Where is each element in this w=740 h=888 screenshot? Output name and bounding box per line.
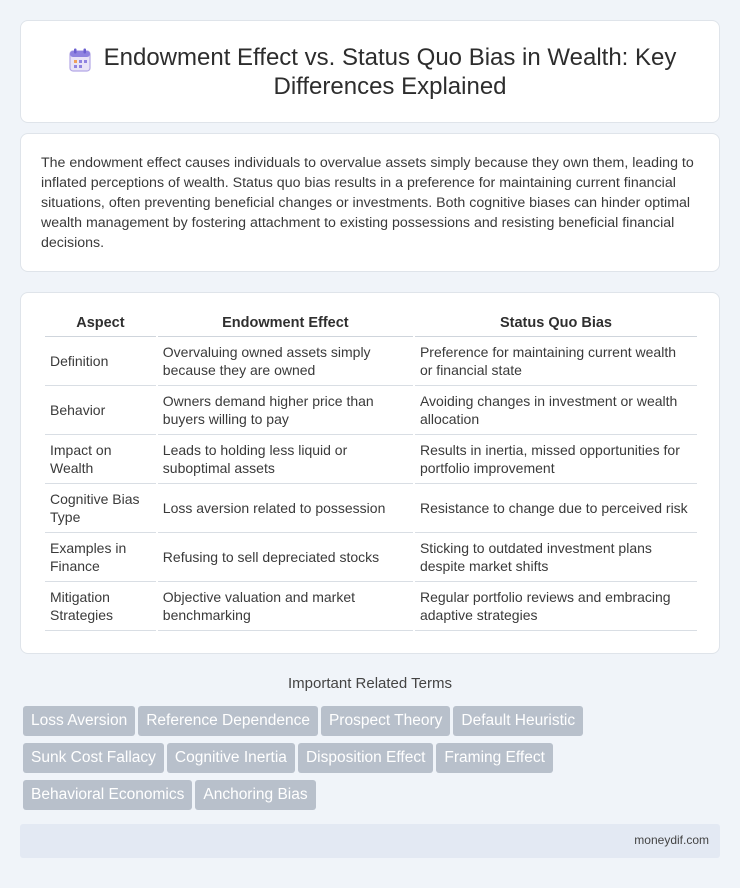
table-header-row <box>45 315 697 337</box>
related-term-tag[interactable]: Default Heuristic <box>453 706 583 736</box>
comparison-table <box>43 315 699 631</box>
table-cell: Owners demand higher price than buyers willing to pay <box>158 386 413 435</box>
table-row <box>45 533 697 582</box>
table-cell: Sticking to outdated investment plans despite market shifts <box>415 533 697 582</box>
table-cell: Mitigation Strategies <box>45 582 156 631</box>
table-cell: Refusing to sell depreciated stocks <box>158 533 413 582</box>
table-cell: Cognitive Bias Type <box>45 484 156 533</box>
table-cell: Avoiding changes in investment or wealth allocation <box>415 386 697 435</box>
table-cell: Impact on Wealth <box>45 435 156 484</box>
related-term-tag[interactable]: Framing Effect <box>436 743 553 773</box>
column-header-aspect: Aspect <box>45 315 156 337</box>
table-cell: Preference for maintaining current wealth or financial state <box>415 337 697 386</box>
related-terms-list <box>23 706 643 817</box>
table-cell: Behavior <box>45 386 156 435</box>
intro-paragraph: The endowment effect causes individuals to overvalue assets simply because they own them, leading to inflated perceptions of wealth. Status quo bias results in a preference for maintaining current financial situations, often preventing beneficial changes or investments. Both cognitive biases can hinder optimal wealth management by fostering attachment to existing possessions and resisting beneficial financial decisions. <box>41 155 694 251</box>
table-cell: Resistance to change due to perceived risk <box>415 484 697 533</box>
table-cell: Definition <box>45 337 156 386</box>
related-term-tag[interactable]: Cognitive Inertia <box>167 743 295 773</box>
column-header-status-quo-bias: Status Quo Bias <box>415 315 697 337</box>
related-term-tag[interactable]: Prospect Theory <box>321 706 450 736</box>
related-term-tag[interactable]: Disposition Effect <box>298 743 433 773</box>
related-term-tag[interactable]: Loss Aversion <box>23 706 135 736</box>
table-cell: Examples in Finance <box>45 533 156 582</box>
related-term-tag[interactable]: Behavioral Economics <box>23 780 192 810</box>
table-cell: Leads to holding less liquid or suboptimal assets <box>158 435 413 484</box>
table-row <box>45 484 697 533</box>
related-terms-heading: Important Related Terms <box>288 675 452 692</box>
related-term-tag[interactable]: Sunk Cost Fallacy <box>23 743 164 773</box>
table-cell: Results in inertia, missed opportunities for portfolio improvement <box>415 435 697 484</box>
related-term-tag[interactable]: Anchoring Bias <box>195 780 315 810</box>
footer <box>20 824 720 858</box>
table-cell: Objective valuation and market benchmarking <box>158 582 413 631</box>
intro-card <box>20 133 720 272</box>
title-card <box>20 20 720 123</box>
table-row <box>45 582 697 631</box>
related-term-tag[interactable]: Reference Dependence <box>138 706 318 736</box>
table-row <box>45 435 697 484</box>
table-row <box>45 337 697 386</box>
page-title: Endowment Effect vs. Status Quo Bias in Wealth: Key Differences Explained <box>103 44 677 100</box>
table-cell: Overvaluing owned assets simply because they are owned <box>158 337 413 386</box>
comparison-table-card <box>20 292 720 654</box>
footer-site-link[interactable]: moneydif.com <box>634 833 709 847</box>
column-header-endowment-effect: Endowment Effect <box>158 315 413 337</box>
table-row <box>45 386 697 435</box>
table-cell: Loss aversion related to possession <box>158 484 413 533</box>
table-cell: Regular portfolio reviews and embracing adaptive strategies <box>415 582 697 631</box>
